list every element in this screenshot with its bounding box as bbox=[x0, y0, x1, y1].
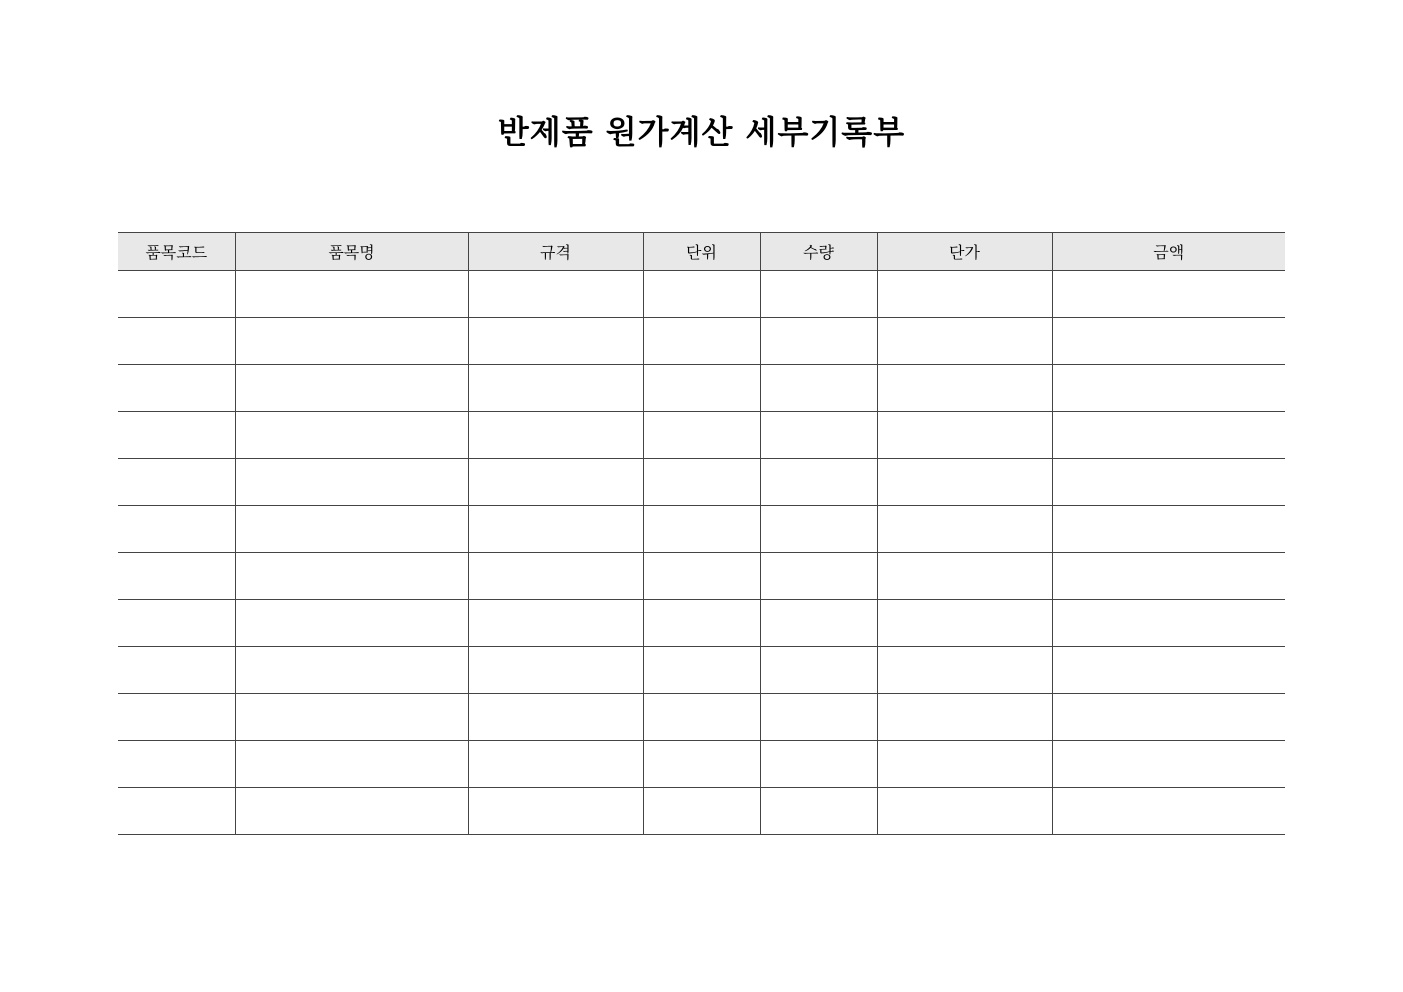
cell-quantity bbox=[760, 365, 877, 412]
cell-unit-price bbox=[877, 459, 1052, 506]
cell-item-name bbox=[235, 647, 468, 694]
column-header-quantity: 수량 bbox=[760, 233, 877, 271]
cell-unit-price bbox=[877, 412, 1052, 459]
table-body bbox=[118, 271, 1285, 835]
cell-quantity bbox=[760, 694, 877, 741]
cell-amount bbox=[1052, 271, 1285, 318]
cell-amount bbox=[1052, 788, 1285, 835]
cell-unit bbox=[643, 365, 760, 412]
cell-item-code bbox=[118, 647, 235, 694]
cell-quantity bbox=[760, 318, 877, 365]
cell-unit bbox=[643, 600, 760, 647]
cell-item-name bbox=[235, 318, 468, 365]
cell-amount bbox=[1052, 506, 1285, 553]
cell-unit bbox=[643, 741, 760, 788]
cell-item-name bbox=[235, 694, 468, 741]
table-row bbox=[118, 788, 1285, 835]
cell-spec bbox=[468, 365, 643, 412]
cell-quantity bbox=[760, 553, 877, 600]
cell-item-name bbox=[235, 365, 468, 412]
table-row bbox=[118, 365, 1285, 412]
cell-spec bbox=[468, 694, 643, 741]
cell-unit-price bbox=[877, 553, 1052, 600]
cell-item-code bbox=[118, 412, 235, 459]
cell-item-code bbox=[118, 459, 235, 506]
cell-amount bbox=[1052, 365, 1285, 412]
table-row bbox=[118, 553, 1285, 600]
cell-unit bbox=[643, 412, 760, 459]
table-row bbox=[118, 600, 1285, 647]
header-row bbox=[118, 233, 1285, 271]
cell-unit-price bbox=[877, 506, 1052, 553]
cell-unit bbox=[643, 271, 760, 318]
cell-item-code bbox=[118, 365, 235, 412]
cost-ledger-table bbox=[118, 232, 1285, 835]
cell-unit-price bbox=[877, 271, 1052, 318]
cell-quantity bbox=[760, 600, 877, 647]
cell-item-name bbox=[235, 741, 468, 788]
cell-unit bbox=[643, 788, 760, 835]
cell-unit bbox=[643, 553, 760, 600]
column-header-unit-price: 단가 bbox=[877, 233, 1052, 271]
column-header-amount: 금액 bbox=[1052, 233, 1285, 271]
cell-item-name bbox=[235, 600, 468, 647]
cell-spec bbox=[468, 788, 643, 835]
cell-item-code bbox=[118, 600, 235, 647]
column-header-item-name: 품목명 bbox=[235, 233, 468, 271]
cell-amount bbox=[1052, 694, 1285, 741]
cell-quantity bbox=[760, 271, 877, 318]
cell-quantity bbox=[760, 741, 877, 788]
column-header-spec: 규격 bbox=[468, 233, 643, 271]
cell-unit bbox=[643, 506, 760, 553]
table-row bbox=[118, 412, 1285, 459]
cell-item-name bbox=[235, 271, 468, 318]
cell-quantity bbox=[760, 647, 877, 694]
cell-unit bbox=[643, 694, 760, 741]
cell-amount bbox=[1052, 318, 1285, 365]
cell-spec bbox=[468, 741, 643, 788]
cell-spec bbox=[468, 600, 643, 647]
cell-quantity bbox=[760, 412, 877, 459]
cell-amount bbox=[1052, 647, 1285, 694]
cell-item-code bbox=[118, 741, 235, 788]
cell-unit-price bbox=[877, 365, 1052, 412]
cell-item-name bbox=[235, 459, 468, 506]
cell-item-code bbox=[118, 318, 235, 365]
cell-item-name bbox=[235, 412, 468, 459]
column-header-item-code: 품목코드 bbox=[118, 233, 235, 271]
cell-unit-price bbox=[877, 600, 1052, 647]
cell-unit bbox=[643, 459, 760, 506]
table-row bbox=[118, 647, 1285, 694]
cell-spec bbox=[468, 412, 643, 459]
table-row bbox=[118, 459, 1285, 506]
cell-quantity bbox=[760, 506, 877, 553]
cell-unit-price bbox=[877, 788, 1052, 835]
cell-item-code bbox=[118, 553, 235, 600]
table-row bbox=[118, 318, 1285, 365]
cell-unit-price bbox=[877, 647, 1052, 694]
cell-amount bbox=[1052, 412, 1285, 459]
cell-item-code bbox=[118, 788, 235, 835]
cell-item-name bbox=[235, 506, 468, 553]
cell-spec bbox=[468, 506, 643, 553]
cell-spec bbox=[468, 553, 643, 600]
cell-unit-price bbox=[877, 741, 1052, 788]
cell-amount bbox=[1052, 553, 1285, 600]
cell-amount bbox=[1052, 600, 1285, 647]
column-header-unit: 단위 bbox=[643, 233, 760, 271]
cell-unit bbox=[643, 318, 760, 365]
cell-unit-price bbox=[877, 694, 1052, 741]
cell-spec bbox=[468, 459, 643, 506]
cell-quantity bbox=[760, 788, 877, 835]
cell-item-name bbox=[235, 788, 468, 835]
cell-item-code bbox=[118, 506, 235, 553]
cell-spec bbox=[468, 318, 643, 365]
cell-amount bbox=[1052, 459, 1285, 506]
cell-item-code bbox=[118, 694, 235, 741]
cell-spec bbox=[468, 647, 643, 694]
table-row bbox=[118, 506, 1285, 553]
cell-spec bbox=[468, 271, 643, 318]
table-row bbox=[118, 694, 1285, 741]
cell-unit bbox=[643, 647, 760, 694]
document-title: 반제품 원가계산 세부기록부 bbox=[497, 113, 906, 151]
table-row bbox=[118, 271, 1285, 318]
table-row bbox=[118, 741, 1285, 788]
cell-quantity bbox=[760, 459, 877, 506]
cell-amount bbox=[1052, 741, 1285, 788]
cell-item-code bbox=[118, 271, 235, 318]
cell-unit-price bbox=[877, 318, 1052, 365]
cell-item-name bbox=[235, 553, 468, 600]
